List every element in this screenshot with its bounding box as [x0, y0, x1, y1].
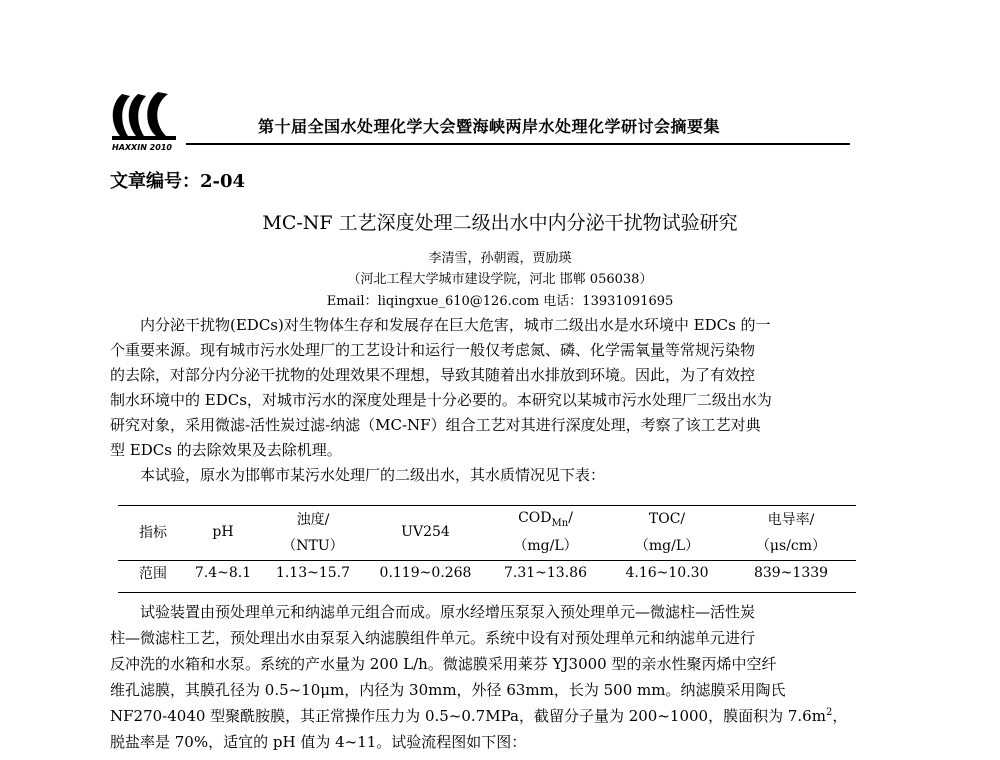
paragraph-punct: ， [832, 707, 848, 725]
paragraph-line: 个重要来源。现有城市污水处理厂的工艺设计和运行一般仅考虑氮、磷、化学需氧量等常规污染物 [110, 341, 756, 359]
header-ph: pH [212, 524, 234, 540]
header-uv254: UV254 [401, 524, 450, 540]
cell-turbidity: 1.13~15.7 [275, 565, 351, 581]
paragraph-line: 维孔滤膜，其膜孔径为 0.5~10μm，内径为 30mm，外径 63mm，长为 500 mm。纳滤膜采用陶氏 [110, 681, 786, 699]
paragraph-line: 反冲洗的水箱和水泵。系统的产水量为 200 L/h。微滤膜采用莱芬 YJ3000 型的亲水性聚丙烯中空纤 [110, 655, 777, 673]
paragraph-line: 内分泌干扰物(EDCs)对生物体生存和发展存在巨大危害，城市二级出水是水环境中 EDCs 的一 [110, 316, 771, 334]
cod-subscript: Mn [551, 517, 569, 529]
paragraph-line: 试验装置由预处理单元和纳滤单元组合而成。原水经增压泵泵入预处理单元—微滤柱—活性炭 [110, 603, 756, 621]
header-cod [483, 506, 608, 532]
header-rule [186, 143, 850, 145]
table-bottom-rule [118, 592, 856, 593]
unit-cod: （mg/L） [513, 538, 578, 554]
paragraph-line: 制水环境中的 EDCs，对城市污水的深度处理是十分必要的。本研究以某城市污水处理厂二级出水为 [110, 391, 772, 409]
header-turbidity: 浊度/ [296, 512, 330, 528]
logo-text: HAXXIN 2010 [112, 143, 172, 152]
paper-title: MC-NF 工艺深度处理二级出水中内分泌干扰物试验研究 [262, 212, 738, 234]
conference-title: 第十届全国水处理化学大会暨海峡两岸水处理化学研讨会摘要集 [258, 117, 721, 136]
cell-ph: 7.4~8.1 [194, 565, 252, 581]
table-row [118, 558, 856, 588]
header-conductivity: 电导率/ [767, 512, 815, 528]
paragraph-line: 的去除，对部分内分泌干扰物的处理效果不理想，导致其随着出水排放到环境。因此，为了有效控 [110, 366, 756, 384]
paragraph-line: 型 EDCs 的去除效果及去除机理。 [110, 441, 342, 459]
paragraph-text: NF270-4040 型聚酰胺膜，其正常操作压力为 0.5~0.7MPa，截留分子量为 200~1000，膜面积为 7.6m [110, 707, 826, 725]
unit-turbidity: （NTU） [282, 538, 344, 554]
cod-slash: / [568, 509, 573, 526]
table-intro: 本试验，原水为邯郸市某污水处理厂的二级出水，其水质情况见下表： [110, 466, 606, 484]
cell-toc: 4.16~10.30 [625, 565, 709, 581]
cell-range-label: 范围 [139, 566, 167, 582]
unit-toc: （mg/L） [634, 538, 700, 554]
paragraph-line: 研究对象，采用微滤-活性炭过滤-纳滤（MC-NF）组合工艺对其进行深度处理，考察了该工艺对典 [110, 416, 761, 434]
water-quality-table [118, 506, 856, 588]
unit-conductivity: （μs/cm） [755, 538, 827, 554]
header-indicator: 指标 [139, 525, 167, 541]
paragraph-line: 柱—微滤柱工艺，预处理出水由泵泵入纳滤膜组件单元。系统中设有对预处理单元和纳滤单元进行 [110, 629, 756, 647]
header-toc: TOC/ [648, 511, 686, 527]
authors: 李清雪，孙朝霞，贾励瑛 [428, 251, 572, 266]
paragraph-line [110, 705, 847, 726]
article-number: 文章编号：2-04 [110, 171, 246, 192]
cod-label: COD [518, 509, 552, 526]
affiliation: （河北工程大学城市建设学院，河北 邯郸 056038） [347, 272, 653, 287]
conference-logo [108, 90, 190, 152]
cell-uv254: 0.119~0.268 [379, 565, 472, 581]
cell-cod: 7.31~13.86 [504, 565, 587, 581]
table-header-row [118, 506, 856, 532]
cell-conductivity: 839~1339 [753, 565, 829, 581]
paragraph-line: 脱盐率是 70%，适宜的 pH 值为 4~11。试验流程图如下图： [110, 733, 527, 751]
superscript: 2 [825, 707, 833, 718]
contact-info: Email：liqingxue_610@126.com 电话：13931091695 [326, 294, 674, 309]
